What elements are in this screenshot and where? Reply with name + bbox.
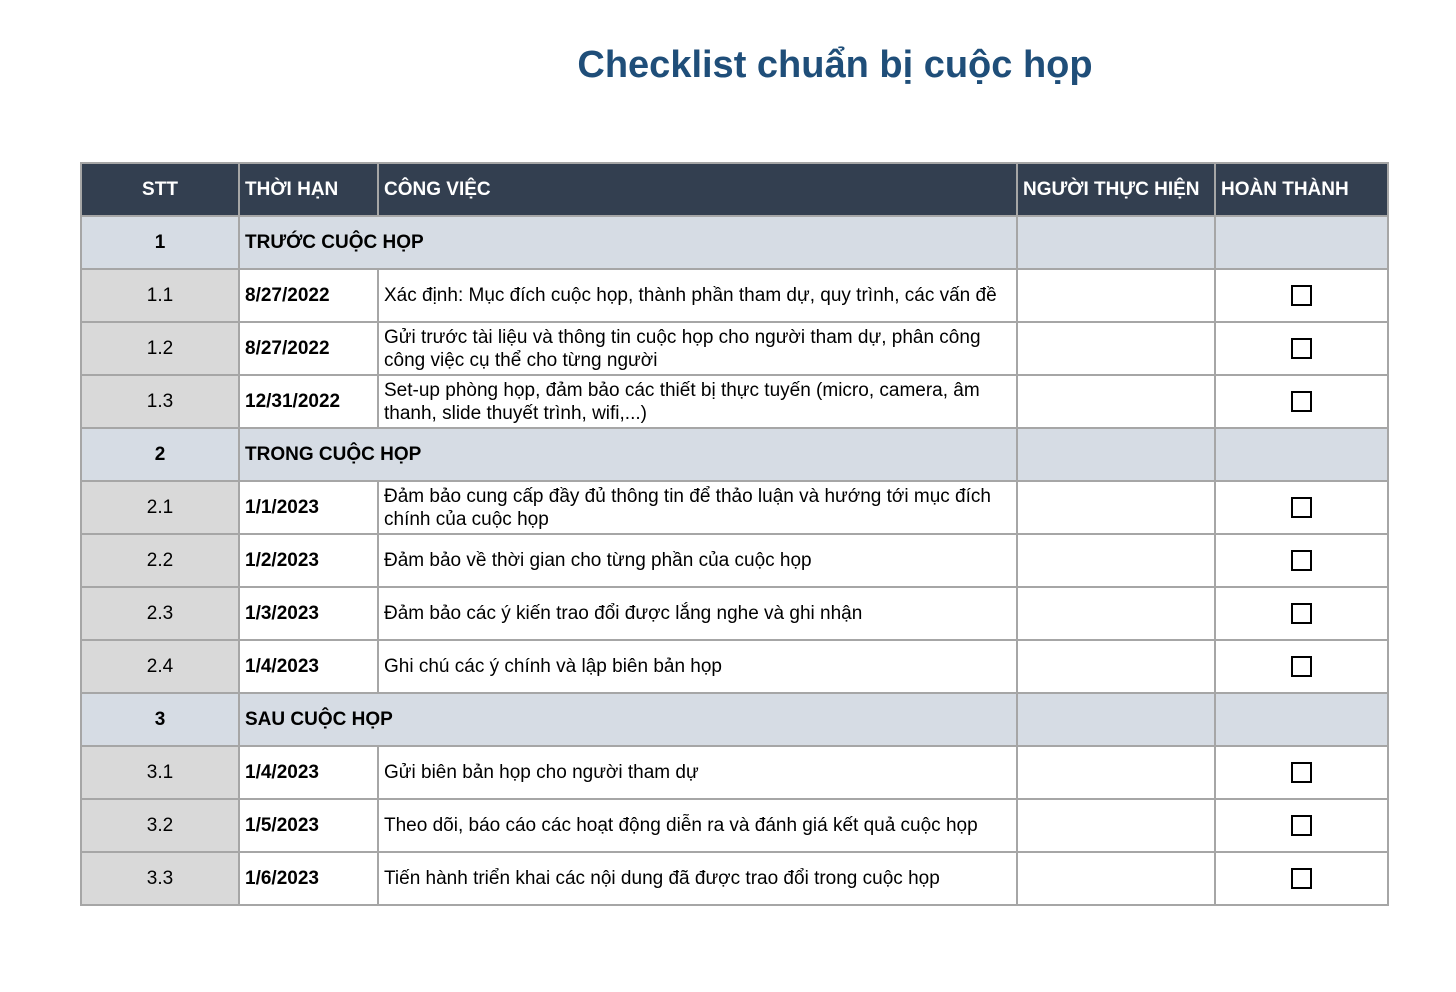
item-assignee[interactable] [1017,269,1215,322]
section-label: TRƯỚC CUỘC HỌP [239,216,1017,269]
item-number: 1.3 [81,375,239,428]
item-done-cell [1215,799,1388,852]
done-checkbox[interactable] [1291,497,1312,518]
table-row [81,481,1388,534]
item-number: 2.2 [81,534,239,587]
item-number: 2.1 [81,481,239,534]
item-done-cell [1215,746,1388,799]
item-assignee[interactable] [1017,799,1215,852]
done-checkbox[interactable] [1291,285,1312,306]
done-checkbox[interactable] [1291,868,1312,889]
item-task: Tiến hành triển khai các nội dung đã được trao đổi trong cuộc họp [378,852,1017,905]
item-deadline: 8/27/2022 [239,269,378,322]
done-checkbox[interactable] [1291,815,1312,836]
item-assignee[interactable] [1017,587,1215,640]
section-label: TRONG CUỘC HỌP [239,428,1017,481]
item-deadline: 1/3/2023 [239,587,378,640]
item-done-cell [1215,269,1388,322]
item-task: Gửi biên bản họp cho người tham dự [378,746,1017,799]
section-row [81,428,1388,481]
item-deadline: 1/1/2023 [239,481,378,534]
item-assignee[interactable] [1017,375,1215,428]
section-done-cell [1215,693,1388,746]
done-checkbox[interactable] [1291,762,1312,783]
item-number: 2.3 [81,587,239,640]
header-deadline: THỜI HẠN [239,163,378,216]
item-deadline: 12/31/2022 [239,375,378,428]
table-row [81,746,1388,799]
item-deadline: 8/27/2022 [239,322,378,375]
done-checkbox[interactable] [1291,550,1312,571]
item-done-cell [1215,587,1388,640]
header-stt: STT [81,163,239,216]
header-assignee: NGƯỜI THỰC HIỆN [1017,163,1215,216]
item-deadline: 1/4/2023 [239,746,378,799]
page-title: Checklist chuẩn bị cuộc họp [577,44,1093,86]
table-row [81,640,1388,693]
item-done-cell [1215,322,1388,375]
item-deadline: 1/4/2023 [239,640,378,693]
item-task: Đảm bảo về thời gian cho từng phần của cuộc họp [378,534,1017,587]
section-row [81,693,1388,746]
item-task: Đảm bảo cung cấp đầy đủ thông tin để thảo luận và hướng tới mục đích chính của cuộc họp [378,481,1017,534]
table-row [81,322,1388,375]
item-assignee[interactable] [1017,534,1215,587]
item-number: 3.3 [81,852,239,905]
section-done-cell [1215,428,1388,481]
item-done-cell [1215,375,1388,428]
item-task: Set-up phòng họp, đảm bảo các thiết bị thực tuyến (micro, camera, âm thanh, slide thuyết trình, wifi,...) [378,375,1017,428]
table-row [81,534,1388,587]
table-row [81,587,1388,640]
item-done-cell [1215,534,1388,587]
table-row [81,375,1388,428]
table-header-row [81,163,1388,216]
item-task: Gửi trước tài liệu và thông tin cuộc họp cho người tham dự, phân công công việc cụ thể cho từng người [378,322,1017,375]
section-assignee-cell [1017,693,1215,746]
checklist-body [81,216,1388,905]
section-number: 1 [81,216,239,269]
item-number: 2.4 [81,640,239,693]
item-number: 1.2 [81,322,239,375]
item-task: Xác định: Mục đích cuộc họp, thành phần tham dự, quy trình, các vấn đề [378,269,1017,322]
done-checkbox[interactable] [1291,603,1312,624]
done-checkbox[interactable] [1291,656,1312,677]
header-task: CÔNG VIỆC [378,163,1017,216]
item-done-cell [1215,852,1388,905]
item-done-cell [1215,640,1388,693]
item-number: 3.1 [81,746,239,799]
table-row [81,799,1388,852]
section-number: 2 [81,428,239,481]
item-task: Đảm bảo các ý kiến trao đổi được lắng nghe và ghi nhận [378,587,1017,640]
item-deadline: 1/5/2023 [239,799,378,852]
item-deadline: 1/6/2023 [239,852,378,905]
done-checkbox[interactable] [1291,338,1312,359]
item-assignee[interactable] [1017,852,1215,905]
section-assignee-cell [1017,216,1215,269]
checklist-table [80,162,1389,906]
item-deadline: 1/2/2023 [239,534,378,587]
section-done-cell [1215,216,1388,269]
table-row [81,269,1388,322]
item-task: Theo dõi, báo cáo các hoạt động diễn ra và đánh giá kết quả cuộc họp [378,799,1017,852]
item-assignee[interactable] [1017,322,1215,375]
table-row [81,852,1388,905]
item-assignee[interactable] [1017,481,1215,534]
header-done: HOÀN THÀNH [1215,163,1388,216]
item-task: Ghi chú các ý chính và lập biên bản họp [378,640,1017,693]
section-assignee-cell [1017,428,1215,481]
item-number: 3.2 [81,799,239,852]
section-label: SAU CUỘC HỌP [239,693,1017,746]
item-done-cell [1215,481,1388,534]
section-row [81,216,1388,269]
item-number: 1.1 [81,269,239,322]
item-assignee[interactable] [1017,746,1215,799]
section-number: 3 [81,693,239,746]
done-checkbox[interactable] [1291,391,1312,412]
item-assignee[interactable] [1017,640,1215,693]
